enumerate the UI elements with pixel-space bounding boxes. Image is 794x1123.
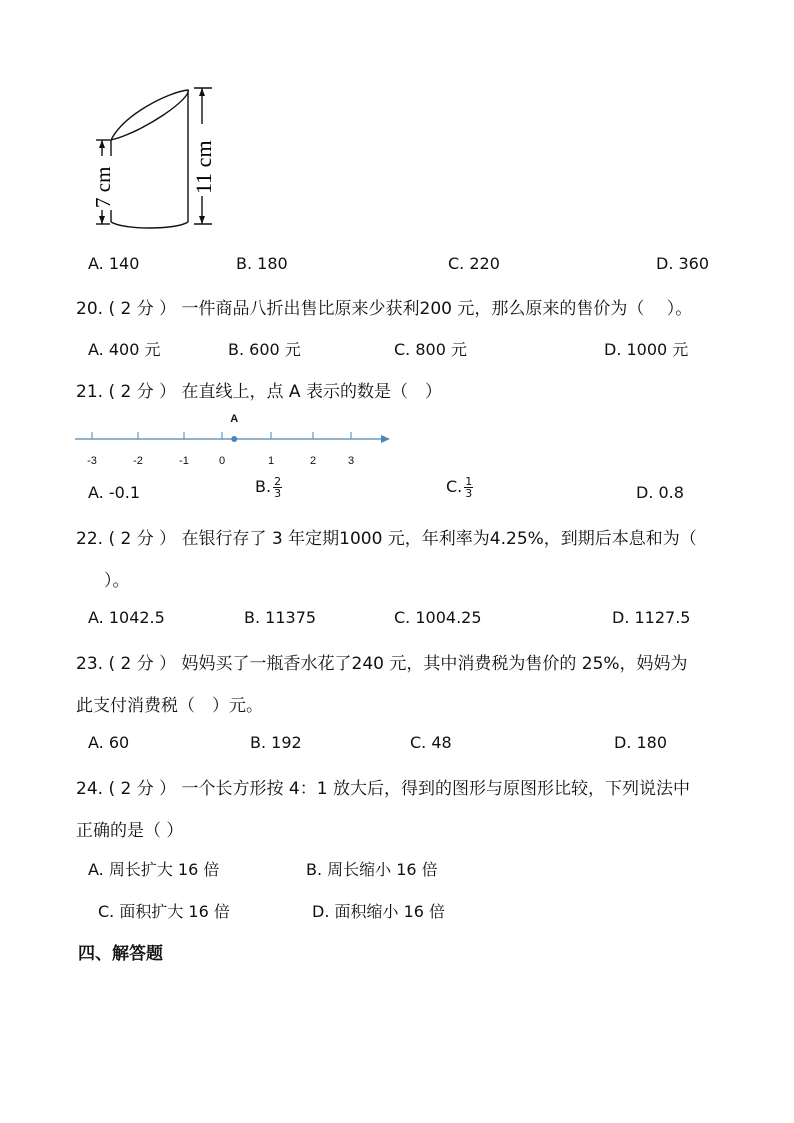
fraction-1-3: $\frac{1}{3}$ (465, 475, 473, 500)
section-heading: 四、解答题 (78, 944, 163, 964)
q23-question-line1: 23. ( 2 分 ） 妈妈买了一瓶香水花了240 元，其中消费税为售价的 25%，妈妈为 (76, 654, 688, 674)
tick-label: -3 (87, 455, 97, 467)
q23-option-a[interactable]: A. 60 (88, 733, 130, 752)
tick-label: 1 (267, 455, 275, 467)
q21-option-c-prefix: C. (446, 477, 463, 496)
q20-question: 20. ( 2 分 ） 一件商品八折出售比原来少获利200 元，那么原来的售价为（ ）。 (76, 299, 693, 319)
q21-option-d[interactable]: D. 0.8 (636, 483, 684, 502)
q23-option-c[interactable]: C. 48 (410, 733, 452, 752)
q20-option-b[interactable]: B. 600 元 (228, 340, 301, 359)
fraction-2-3: $\frac{2}{3}$ (274, 475, 282, 500)
q24-question-line2: 正确的是（ ） (76, 821, 184, 841)
q22-option-a[interactable]: A. 1042.5 (88, 608, 165, 627)
q21-option-b[interactable] (255, 476, 282, 499)
q22-question-line1: 22. ( 2 分 ） 在银行存了 3 年定期1000 元，年利率为4.25%，到期后本息和为（ (76, 529, 697, 549)
point-a-marker (231, 436, 237, 442)
arrow-icon (381, 435, 390, 443)
tick-label: 3 (347, 455, 355, 467)
q20-option-c[interactable]: C. 800 元 (394, 340, 467, 359)
q23-option-b[interactable]: B. 192 (250, 733, 302, 752)
dim-label-7cm: 7 cm (91, 166, 115, 208)
q22-option-b[interactable]: B. 11375 (244, 608, 317, 627)
q22-question-line2: ）。 (104, 571, 130, 591)
q24-option-b[interactable]: B. 周长缩小 16 倍 (306, 860, 438, 879)
tick-label: -2 (133, 455, 143, 467)
q21-question: 21. ( 2 分 ） 在直线上，点 A 表示的数是（ ） (76, 382, 442, 402)
q20-option-a[interactable]: A. 400 元 (88, 340, 161, 359)
q19-option-d[interactable]: D. 360 (656, 254, 710, 273)
q19-option-b[interactable]: B. 180 (236, 254, 288, 273)
q22-option-c[interactable]: C. 1004.25 (394, 608, 482, 627)
q24-option-c[interactable]: C. 面积扩大 16 倍 (98, 902, 230, 921)
point-a-label: A (230, 413, 239, 425)
q24-question-line1: 24. ( 2 分 ） 一个长方形按 4：1 放大后，得到的图形与原图形比较，下列说法中 (76, 779, 690, 799)
q19-option-a[interactable]: A. 140 (88, 254, 140, 273)
q23-question-line2: 此支付消费税（ ）元。 (76, 696, 263, 716)
tick-label: -1 (179, 455, 189, 467)
q24-option-d[interactable]: D. 面积缩小 16 倍 (312, 902, 446, 921)
q22-option-d[interactable]: D. 1127.5 (612, 608, 691, 627)
q24-option-a[interactable]: A. 周长扩大 16 倍 (88, 860, 220, 879)
cylinder-figure (84, 84, 224, 234)
q21-option-c[interactable] (446, 476, 473, 499)
number-line (70, 408, 400, 468)
tick-label: 0 (218, 455, 226, 467)
q23-option-d[interactable]: D. 180 (614, 733, 668, 752)
tick-label: 2 (309, 455, 317, 467)
dim-label-11cm: 11 cm (191, 140, 216, 194)
q21-option-b-prefix: B. (255, 477, 272, 496)
q21-option-a[interactable]: A. -0.1 (88, 483, 141, 502)
q19-option-c[interactable]: C. 220 (448, 254, 500, 273)
q20-option-d[interactable]: D. 1000 元 (604, 340, 689, 359)
